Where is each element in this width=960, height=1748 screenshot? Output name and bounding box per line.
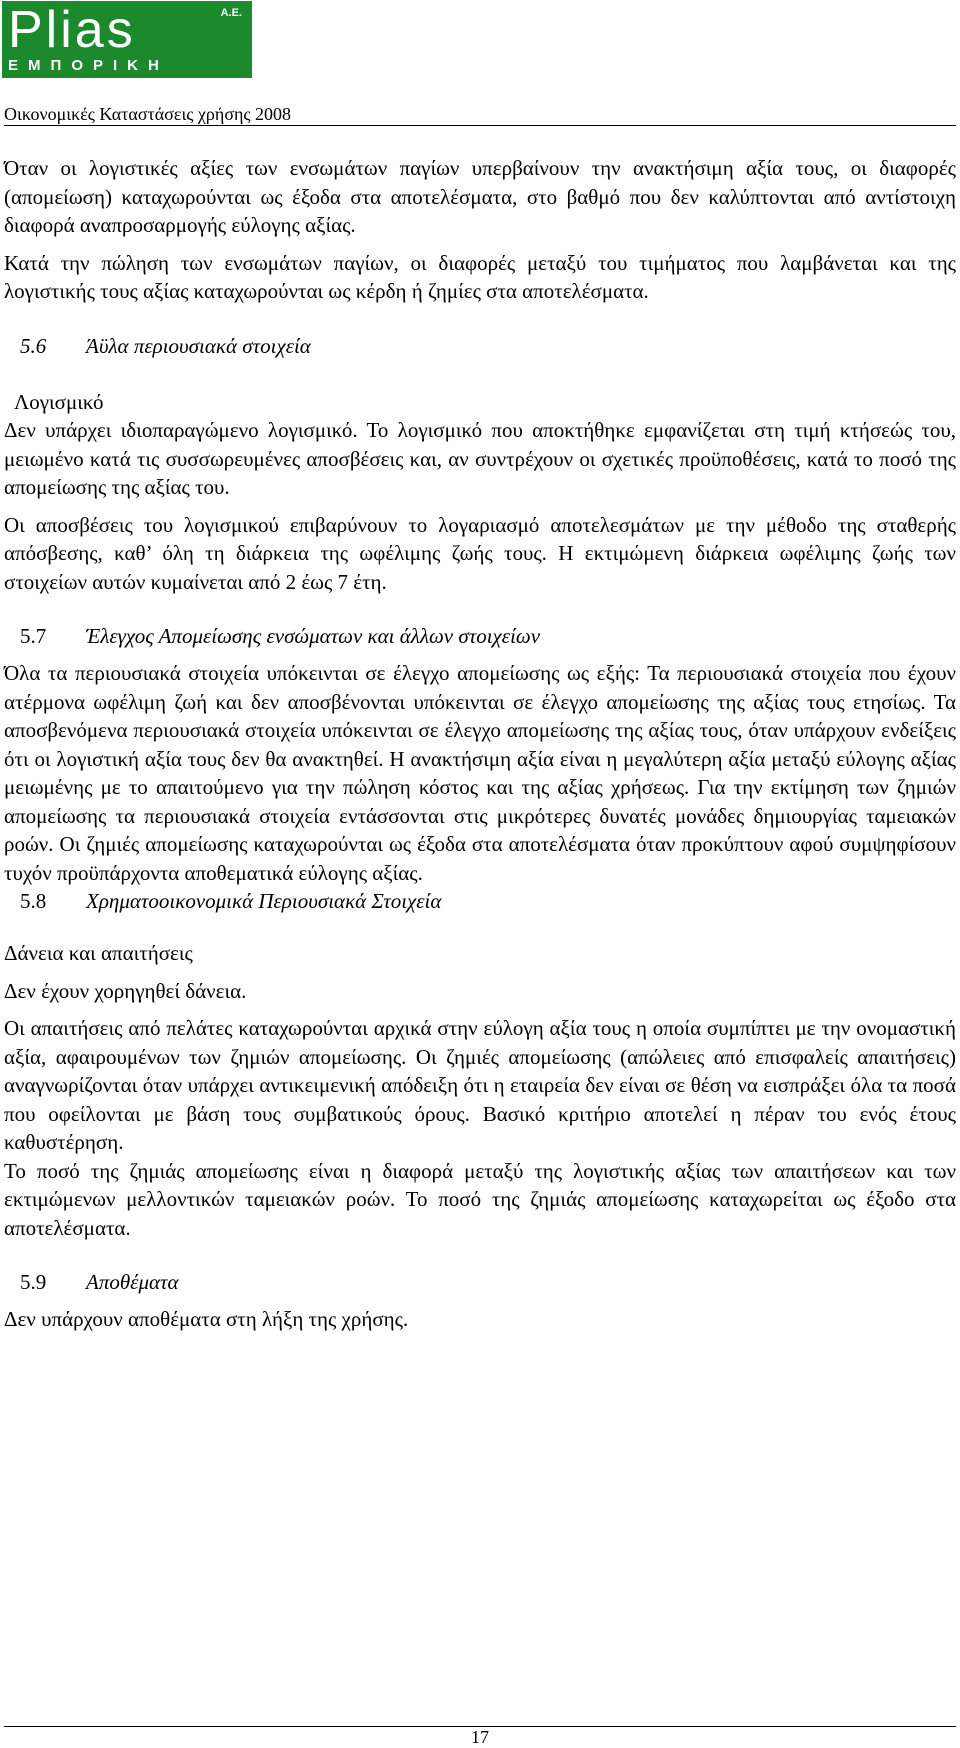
paragraph: Δεν έχουν χορηγηθεί δάνεια.	[4, 978, 247, 1003]
paragraph: Δεν υπάρχει ιδιοπαραγώμενο λογισμικό. Το λογισμικό που αποκτήθηκε εμφανίζεται στη τιμή κτήσεώς του, μειωμένο κατά τις συσσωρευμένες αποσβέσεις και, αν συντρέχουν οι σχετικές προϋποθέσεις, κατά το ποσό της απομείωσης της αξίας του.	[4, 418, 956, 499]
subheading-loans: Δάνεια και απαιτήσεις	[4, 941, 193, 965]
section-number: 5.9	[20, 1270, 47, 1294]
company-logo	[2, 1, 252, 78]
paragraph: Οι απαιτήσεις από πελάτες καταχωρούνται αρχικά στην εύλογη αξία τους η οποία συμπίπτει με την ονομαστική αξία, αφαιρουμένων των ζημιών απομείωσης. Οι ζημιές απομείωσης (απώλειες από επισφαλείς απαιτήσεις) αναγνωρίζονται όταν υπάρχει αντικειμενική απόδειξη ότι η εταιρεία δεν είναι σε θέση να εισπράξει όλα τα ποσά που οφείλονται με βάση τους συμβατικούς όρους. Βασικό κριτήριο αποτελεί η πέραν του ενός έτους καθυστέρηση.	[4, 1016, 956, 1154]
section-number: 5.7	[20, 624, 47, 648]
paragraph: Οι αποσβέσεις του λογισμικού επιβαρύνουν το λογαριασμό αποτελεσμάτων με την μέθοδο της σταθερής απόσβεσης, καθ’ όλη τη διάρκεια της ωφέλιμης ζωής τους. Η εκτιμώμενη διάρκεια ωφέλιμης ζωής των στοιχείων αυτών κυμαίνεται από 2 έως 7 έτη.	[4, 512, 956, 594]
section-number: 5.8	[20, 889, 47, 913]
paragraph: Όταν οι λογιστικές αξίες των ενσωμάτων παγίων υπερβαίνουν την ανακτήσιμη αξία τους, οι διαφορές (απομείωση) καταχωρούνται ως έξοδα στα αποτελέσματα, στο βαθμό που δεν καλύπτονται από αντίστοιχη διαφορά αναπροσαρμογής εύλογης αξίας.	[4, 156, 956, 237]
logo-suffix: Α.Ε.	[220, 7, 242, 19]
section-heading-5-9	[4, 1268, 956, 1296]
page-number: 17	[471, 1727, 489, 1747]
section-heading-5-8	[4, 887, 956, 915]
paragraph: Το ποσό της ζημιάς απομείωσης είναι η διαφορά μεταξύ της λογιστικής αξίας των απαιτήσεων και των εκτιμώμενων μελλοντικών ταμειακών ροών. Το ποσό της ζημιάς απομείωσης καταχωρείται ως έξοδο στα αποτελέσματα.	[4, 1158, 956, 1240]
section-title: Χρηματοοικονομικά Περιουσιακά Στοιχεία	[86, 889, 442, 913]
header-divider	[4, 125, 956, 126]
paragraph: Όλα τα περιουσιακά στοιχεία υπόκεινται σε έλεγχο απομείωσης ως εξής: Τα περιουσιακά στοιχεία που έχουν ατέρμονα ωφέλιμη ζωή και δεν αποσβένονται υπόκεινται σε έλεγχο απομείωσης της αξίας τους ετησίως. Τα αποσβενόμενα περιουσιακά στοιχεία υπόκεινται σε έλεγχο απομείωσης της αξίας τους, όταν υπάρχουν ενδείξεις ότι οι λογιστική αξία τους δεν θα ανακτηθεί. Η ανακτήσιμη αξία είναι η μεγαλύτερη αξία μεταξύ εύλογης αξίας μειωμένης με το απαιτούμενο για την πώληση κόστος και της αξίας χρήσεως. Για την εκτίμηση των ζημιών απομείωσης τα περιουσιακά στοιχεία εντάσσονται στις μικρότερες δυνατές μονάδες δημιουργίας ταμειακών ροών. Οι ζημιές απομείωσης καταχωρούνται ως έξοδα στα αποτελέσματα όταν προκύπτουν αφού συμψηφίσουν τυχόν προϋπάρχοντα αποθεματικά εύλογης αξίας.	[4, 661, 956, 885]
section-number: 5.6	[20, 333, 47, 358]
subheading-software: Λογισμικό	[14, 389, 104, 414]
paragraph: Κατά την πώληση των ενσωμάτων παγίων, οι διαφορές μεταξύ του τιμήματος που λαμβάνεται και της λογιστικής τους αξίας καταχωρούνται ως κέρδη ή ζημίες στα αποτελέσματα.	[4, 250, 956, 303]
section-title: Αποθέματα	[86, 1270, 179, 1294]
section-title: Άϋλα περιουσιακά στοιχεία	[86, 333, 311, 358]
section-heading-5-6	[4, 332, 956, 360]
paragraph: Δεν υπάρχουν αποθέματα στη λήξη της χρήσης.	[4, 1307, 409, 1331]
section-title: Έλεγχος Απομείωσης ενσώματων και άλλων στοιχείων	[86, 624, 541, 648]
logo-tagline: ΕΜΠΟΡΙΚΗ	[8, 57, 169, 74]
document-body	[4, 154, 956, 1334]
section-heading-5-7	[4, 622, 956, 650]
page-header-title: Οικονομικές Καταστάσεις χρήσης 2008	[4, 104, 292, 124]
logo-name: Plias	[8, 1, 136, 59]
